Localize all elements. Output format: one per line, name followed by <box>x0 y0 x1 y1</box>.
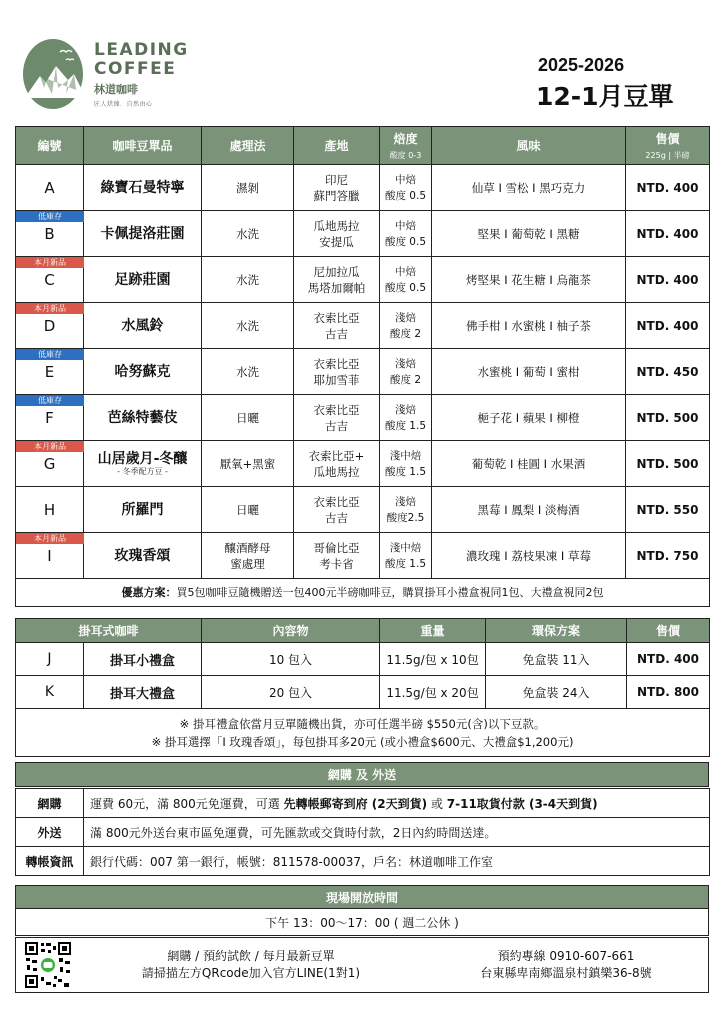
drip-weight: 11.5g/包 x 10包 <box>380 643 486 676</box>
low-stock-badge: 低庫存 <box>16 349 84 360</box>
bean-roast-cell <box>380 211 432 257</box>
bean-name: 水風鈴 <box>121 317 164 334</box>
bean-name-cell <box>84 165 202 211</box>
low-stock-badge: 低庫存 <box>16 211 84 222</box>
bean-roast: 中焙 <box>395 173 416 186</box>
bean-id-cell <box>16 349 84 395</box>
bean-price: NTD. 500 <box>636 410 699 425</box>
bean-name-cell <box>84 303 202 349</box>
bean-price: NTD. 400 <box>636 318 699 333</box>
bean-process: 水洗 <box>236 364 259 379</box>
bean-flavor-cell <box>432 165 626 211</box>
shipping-row-transfer <box>16 847 710 876</box>
bean-price: NTD. 550 <box>636 502 699 517</box>
bean-price: NTD. 400 <box>636 272 699 287</box>
bean-flavor-cell <box>432 487 626 533</box>
footer-address: 台東縣卑南鄉溫泉村鎮樂36-8號 <box>480 966 652 980</box>
bean-roast: 淺中焙 <box>389 449 422 462</box>
footer-line-1: 網購 / 預約試飲 / 每月最新豆單 <box>167 949 335 963</box>
bean-flavor: 仙草 I 雪松 I 黑巧克力 <box>471 180 586 195</box>
bean-id: E <box>44 362 55 381</box>
bean-flavor: 葡萄乾 I 桂圓 I 水果酒 <box>471 456 586 471</box>
bean-roast-cell <box>380 303 432 349</box>
bean-origin-2: 蘇門答臘 <box>313 188 360 203</box>
bean-roast-cell <box>380 441 432 487</box>
shipping-value-delivery: 滿 800元外送台東市區免運費，可先匯款或交貨時付款，2日內約時間送達。 <box>84 818 710 847</box>
drip-row <box>16 676 710 709</box>
menu-title: 12-1月豆單 <box>536 82 674 111</box>
drip-col-weight: 重量 <box>380 619 486 643</box>
bean-origin-2: 馬塔加爾帕 <box>307 280 366 295</box>
bean-process: 濕剝 <box>236 180 259 195</box>
drip-eco: 免盒裝 11入 <box>486 643 627 676</box>
drip-id: K <box>16 676 84 709</box>
drip-note-cell <box>16 709 710 757</box>
bean-id: C <box>44 270 55 289</box>
bean-process-cell <box>202 349 294 395</box>
bean-acidity: 酸度 0.5 <box>384 235 427 248</box>
new-item-badge: 本月新品 <box>16 257 84 268</box>
bean-name: 足跡莊園 <box>114 271 171 288</box>
bean-price-cell <box>626 533 710 579</box>
bean-name-cell <box>84 487 202 533</box>
drip-table-header <box>16 619 710 643</box>
bean-origin-cell <box>294 533 380 579</box>
bean-flavor-cell <box>432 533 626 579</box>
shipping-row-online <box>16 789 710 818</box>
bean-origin-2: 古吉 <box>325 326 348 341</box>
bean-roast: 淺焙 <box>395 311 416 324</box>
bean-origin-1: 尼加拉瓜 <box>313 264 360 279</box>
footer-line-info <box>121 948 381 982</box>
bean-process: 日曬 <box>236 502 259 517</box>
online-section-title: 網購 及 外送 <box>15 762 709 787</box>
footer-line-2: 請掃描左方QRcode加入官方LINE(1對1) <box>141 966 361 980</box>
new-item-badge: 本月新品 <box>16 533 84 544</box>
bean-process-2: 蜜處理 <box>230 556 265 571</box>
bean-name: 卡佩提洛莊園 <box>100 225 185 242</box>
bean-price-cell <box>626 487 710 533</box>
bean-origin-1: 衣索比亞 <box>313 402 360 417</box>
bean-name-cell <box>84 257 202 303</box>
col-roast <box>380 127 432 165</box>
bean-process: 水洗 <box>236 272 259 287</box>
offer-cell <box>16 579 710 607</box>
shipping-table <box>15 788 710 876</box>
bean-roast-cell <box>380 533 432 579</box>
shipping-online-text-c: 或 <box>427 796 447 811</box>
offer-row <box>16 579 710 607</box>
bean-price-cell <box>626 395 710 441</box>
shipping-online-text-b: 先轉帳郵寄到府 (2天到貨) <box>283 796 428 811</box>
drip-note-1: ※ 掛耳禮盒依當月豆單隨機出貨，亦可任選半磅 $550元(含)以下豆款。 <box>179 716 546 731</box>
bean-origin-2: 考卡省 <box>319 556 354 571</box>
bean-flavor: 堅果 I 葡萄乾 I 黑糖 <box>477 226 580 241</box>
bean-flavor: 黑莓 I 鳳梨 I 淡梅酒 <box>477 502 580 517</box>
line-qr-code-icon[interactable] <box>24 941 72 989</box>
shipping-online-text-d: 7-11取貨付款 (3-4天到貨) <box>446 796 598 811</box>
bean-id-cell <box>16 487 84 533</box>
bean-subtitle: - 冬季配方豆 - <box>117 466 168 476</box>
bean-id: A <box>44 178 55 197</box>
bean-price-cell <box>626 257 710 303</box>
bean-name: 玫瑰香頌 <box>114 547 171 564</box>
shipping-online-text-a: 運費 60元，滿 800元免運費，可選 <box>90 796 284 811</box>
bean-id-cell <box>16 257 84 303</box>
bean-process-cell <box>202 487 294 533</box>
bean-process-cell <box>202 165 294 211</box>
bean-id: H <box>43 500 56 519</box>
bean-origin-cell <box>294 349 380 395</box>
bean-flavor: 烤堅果 I 花生糖 I 烏龍茶 <box>466 272 591 287</box>
bean-acidity: 酸度 2 <box>389 373 422 386</box>
bean-name-cell <box>84 395 202 441</box>
bean-row <box>16 257 710 303</box>
bean-roast: 淺中焙 <box>389 541 422 554</box>
bean-flavor-cell <box>432 441 626 487</box>
bean-row <box>16 487 710 533</box>
bean-name-cell <box>84 441 202 487</box>
bean-acidity: 酸度2.5 <box>386 511 425 524</box>
col-bean: 咖啡豆單品 <box>84 127 202 165</box>
bean-process-cell <box>202 441 294 487</box>
brand-name-cn: 林道咖啡 <box>94 83 138 96</box>
drip-eco: 免盒裝 24入 <box>486 676 627 709</box>
beans-table-header <box>16 127 710 165</box>
shipping-value-transfer: 銀行代碼：007 第一銀行，帳號：811578-00037，戶名：林道咖啡工作室 <box>84 847 710 876</box>
bean-roast: 中焙 <box>395 265 416 278</box>
offer-label: 優惠方案： <box>121 585 177 599</box>
col-price-sub: 225g | 半磅 <box>645 151 690 160</box>
bean-price-cell <box>626 303 710 349</box>
bean-origin-1: 印尼 <box>325 172 348 187</box>
bean-name-cell <box>84 533 202 579</box>
bean-id-cell <box>16 395 84 441</box>
menu-year: 2025-2026 <box>538 55 625 75</box>
bean-roast-cell <box>380 487 432 533</box>
brand-name-line2: COFFEE <box>94 59 177 79</box>
bean-flavor-cell <box>432 395 626 441</box>
bean-acidity: 酸度 2 <box>389 327 422 340</box>
bean-flavor-cell <box>432 349 626 395</box>
drip-content: 20 包入 <box>202 676 380 709</box>
bean-acidity: 酸度 1.5 <box>384 557 427 570</box>
bean-origin-2: 耶加雪菲 <box>313 372 360 387</box>
bean-acidity: 酸度 1.5 <box>384 419 427 432</box>
bean-name: 哈努蘇克 <box>114 363 171 380</box>
bean-name: 山居歲月-冬釀 <box>97 450 188 467</box>
bean-process-cell <box>202 303 294 349</box>
bean-id-cell <box>16 303 84 349</box>
bean-origin-cell <box>294 257 380 303</box>
drip-row <box>16 643 710 676</box>
open-section-title: 現場開放時間 <box>15 885 709 909</box>
offer-text: 買5包咖啡豆隨機贈送一包400元半磅咖啡豆，購買掛耳小禮盒視同1包、大禮盒視同2包 <box>176 585 604 599</box>
bean-row <box>16 441 710 487</box>
bean-price: NTD. 500 <box>636 456 699 471</box>
shipping-row-delivery <box>16 818 710 847</box>
bean-roast: 淺焙 <box>395 357 416 370</box>
drip-col-price: 售價 <box>627 619 710 643</box>
bean-roast: 淺焙 <box>395 495 416 508</box>
bean-id: B <box>44 224 55 243</box>
drip-table <box>15 618 710 757</box>
col-price-label: 售價 <box>655 132 680 146</box>
bean-price-cell <box>626 211 710 257</box>
footer-contact <box>446 948 686 982</box>
bean-flavor-cell <box>432 303 626 349</box>
col-roast-label: 焙度 <box>393 132 418 146</box>
bean-process: 日曬 <box>236 410 259 425</box>
bean-flavor-cell <box>432 257 626 303</box>
drip-note-row <box>16 709 710 757</box>
bean-origin-2: 古吉 <box>325 510 348 525</box>
drip-content: 10 包入 <box>202 643 380 676</box>
col-origin: 產地 <box>294 127 380 165</box>
bean-origin-2: 瓜地馬拉 <box>313 464 360 479</box>
bean-price-cell <box>626 349 710 395</box>
bean-origin-2: 古吉 <box>325 418 348 433</box>
brand-name-line1: LEADING <box>94 40 189 60</box>
bean-process: 水洗 <box>236 318 259 333</box>
bean-process-cell <box>202 395 294 441</box>
bean-origin-cell <box>294 395 380 441</box>
shipping-key-online: 網購 <box>16 789 84 818</box>
bean-name-cell <box>84 349 202 395</box>
bean-id-cell <box>16 533 84 579</box>
bean-name: 芭絲特藝伎 <box>107 409 178 426</box>
footer-phone[interactable]: 預約專線 0910-607-661 <box>497 949 635 963</box>
bean-row <box>16 349 710 395</box>
bean-origin-cell <box>294 441 380 487</box>
drip-name: 掛耳大禮盒 <box>84 676 202 709</box>
bean-id: F <box>45 408 54 427</box>
drip-name: 掛耳小禮盒 <box>84 643 202 676</box>
drip-price: NTD. 400 <box>627 643 710 676</box>
new-item-badge: 本月新品 <box>16 303 84 314</box>
bean-origin-1: 衣索比亞+ <box>308 448 365 463</box>
drip-col-eco: 環保方案 <box>486 619 627 643</box>
bean-process-1: 釀酒酵母 <box>224 540 271 555</box>
bean-origin-1: 衣索比亞 <box>313 494 360 509</box>
col-id: 編號 <box>16 127 84 165</box>
drip-weight: 11.5g/包 x 20包 <box>380 676 486 709</box>
bean-name-cell <box>84 211 202 257</box>
bean-row <box>16 165 710 211</box>
bean-origin-1: 哥倫比亞 <box>313 540 360 555</box>
bean-origin-1: 衣索比亞 <box>313 356 360 371</box>
bean-origin-cell <box>294 487 380 533</box>
bean-row <box>16 211 710 257</box>
bean-flavor: 水蜜桃 I 葡萄 I 蜜柑 <box>477 364 580 379</box>
drip-price: NTD. 800 <box>627 676 710 709</box>
drip-col-name: 掛耳式咖啡 <box>16 619 202 643</box>
bean-acidity: 酸度 0.5 <box>384 281 427 294</box>
bean-process-cell <box>202 257 294 303</box>
bean-flavor: 梔子花 I 蘋果 I 柳橙 <box>477 410 580 425</box>
brand-block <box>94 41 189 108</box>
bean-name: 綠寶石曼特寧 <box>100 179 185 196</box>
beans-table <box>15 126 710 607</box>
bean-roast-cell <box>380 349 432 395</box>
bean-price: NTD. 450 <box>636 364 699 379</box>
drip-col-content: 內容物 <box>202 619 380 643</box>
bean-roast: 淺焙 <box>395 403 416 416</box>
bean-origin-cell <box>294 303 380 349</box>
col-flavor: 風味 <box>432 127 626 165</box>
bean-id-cell <box>16 211 84 257</box>
shipping-key-delivery: 外送 <box>16 818 84 847</box>
bean-price-cell <box>626 441 710 487</box>
bean-id: I <box>47 546 52 565</box>
bean-row <box>16 533 710 579</box>
bean-process-cell <box>202 211 294 257</box>
footer <box>15 937 709 993</box>
bean-origin-cell <box>294 165 380 211</box>
col-price <box>626 127 710 165</box>
drip-note-2: ※ 掛耳選擇「I 玫瑰香頌」，每包掛耳多20元 (或小禮盒$600元、大禮盒$1,200元) <box>151 734 574 749</box>
bean-process: 厭氧+黑蜜 <box>219 456 276 471</box>
bean-name: 所羅門 <box>121 501 164 518</box>
bean-row <box>16 395 710 441</box>
bean-flavor-cell <box>432 211 626 257</box>
bean-origin-cell <box>294 211 380 257</box>
bean-roast: 中焙 <box>395 219 416 232</box>
bean-roast-cell <box>380 257 432 303</box>
bean-roast-cell <box>380 395 432 441</box>
drip-id: J <box>16 643 84 676</box>
bean-id: D <box>43 316 56 335</box>
col-roast-sub: 酸度 0-3 <box>389 151 422 160</box>
bean-acidity: 酸度 1.5 <box>384 465 427 478</box>
bean-price: NTD. 400 <box>636 226 699 241</box>
bean-flavor: 佛手柑 I 水蜜桃 I 柚子茶 <box>466 318 591 333</box>
leading-coffee-logo <box>22 38 84 110</box>
bean-id-cell <box>16 165 84 211</box>
col-process: 處理法 <box>202 127 294 165</box>
brand-slogan: 匠人烘臻．自然由心 <box>94 101 153 108</box>
shipping-key-transfer: 轉帳資訊 <box>16 847 84 876</box>
bean-price: NTD. 750 <box>636 548 699 563</box>
bean-price-cell <box>626 165 710 211</box>
low-stock-badge: 低庫存 <box>16 395 84 406</box>
bean-id: G <box>43 454 56 473</box>
new-item-badge: 本月新品 <box>16 441 84 452</box>
bean-origin-1: 衣索比亞 <box>313 310 360 325</box>
bean-roast-cell <box>380 165 432 211</box>
bean-price: NTD. 400 <box>636 180 699 195</box>
open-hours: 下午 13：00～17：00 ( 週二公休 ) <box>15 908 709 936</box>
bean-row <box>16 303 710 349</box>
bean-flavor: 濃玫瑰 I 荔枝果凍 I 草莓 <box>466 548 591 563</box>
bean-process-cell <box>202 533 294 579</box>
bean-origin-2: 安提瓜 <box>319 234 354 249</box>
bean-id-cell <box>16 441 84 487</box>
shipping-value-online <box>84 789 710 818</box>
bean-process: 水洗 <box>236 226 259 241</box>
bean-acidity: 酸度 0.5 <box>384 189 427 202</box>
bean-origin-1: 瓜地馬拉 <box>313 218 360 233</box>
